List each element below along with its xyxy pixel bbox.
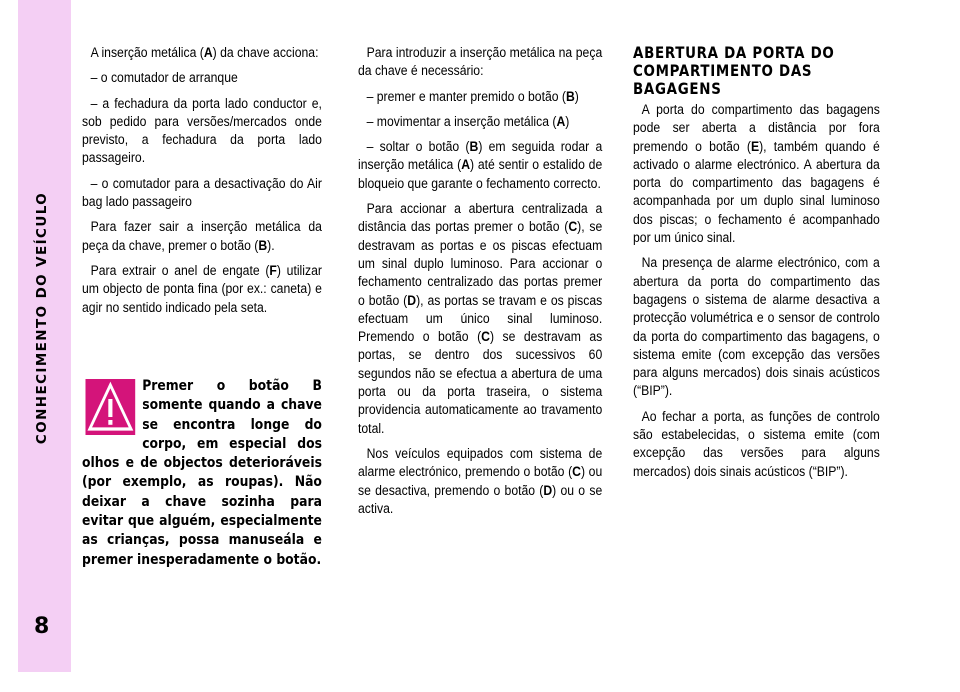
key-label: C [572, 464, 581, 481]
key-label: B [258, 237, 268, 254]
paragraph: Nos veículos equipados com sistema de alarme electrónico, premendo o botão (C) ou se desactiva, premendo o botão (D) ou o se activa. [358, 445, 603, 517]
paragraph: A porta do compartimento das bagagens pode ser aberta a distância por fora premendo o botão (E), também quando é activado o alarme electrónico. A abertura da porta do compartimento das bagagens é acompanhada por um duplo sinal luminoso dos piscas; o fechamento é acompanhado por um único sinal. [633, 102, 880, 247]
section-title: CONHECIMENTO DO VEÍCULO [34, 191, 50, 445]
paragraph: – o comutador de arranque [90, 70, 238, 87]
column-1 [82, 44, 322, 324]
paragraph: Para fazer sair a inserção metálica da peça da chave, premer o botão (B). [82, 219, 322, 254]
paragraph: – o comutador para a desactivação do Air bag lado passageiro [82, 175, 322, 211]
paragraph: Na presença de alarme electrónico, com a abertura da porta do compartimento das bagagens o sistema de alarme desactiva a protecção volumétrica e o sensor de controlo da porta do compartimento das bagagens, o sistema emite (com excepção das versões para alguns mercados) dois sinais acústicos (“BIP”). [633, 255, 880, 400]
key-label: C [568, 219, 578, 236]
paragraph: Ao fechar a porta, as funções de controlo são estabelecidas, o sistema emite (com excepção das versões para alguns mercados) dois sinais acústicos (“BIP”). [633, 408, 880, 480]
warning-note [82, 377, 322, 570]
key-label: A [203, 45, 213, 61]
key-label: B [565, 88, 575, 105]
paragraph: Para accionar a abertura centralizada a distância das portas premer o botão (C), se destravam as portas e os piscas efectuam um sinal duplo luminoso. Para accionar o fechamento centralizado das portas premer o botão (D), as portas se travam e os piscas efectuam um único sinal luminoso. Premendo o botão (C) se destravam as portas, se dentro dos sucessivos 60 segundos não se efectua a abertura de uma porta ou da porta traseira, o sistema providencia automaticamente ao travamento total. [358, 201, 603, 437]
key-label: F [269, 262, 277, 279]
key-label: D [407, 292, 417, 309]
warning-triangle-icon [85, 379, 135, 435]
section-heading: ABERTURA DA PORTA DO COMPARTIMENTO DAS BAGAGENS [633, 44, 835, 98]
key-label: C [481, 329, 490, 346]
key-label: E [750, 138, 760, 155]
paragraph: – soltar o botão (B) em seguida rodar a inserção metálica (A) até sentir o estalido de bloqueio que garante o fechamento correcto. [358, 139, 603, 192]
key-label: A [556, 113, 566, 130]
column-3 [633, 44, 880, 488]
column-2 [358, 44, 602, 525]
key-label: D [543, 482, 553, 499]
paragraph: – movimentar a inserção metálica (A) [366, 113, 570, 130]
paragraph: – a fechadura da porta lado conductor e, sob pedido para versões/mercados onde previsto, a fechadura da porta lado passageiro. [82, 95, 322, 167]
paragraph: A inserção metálica (A) da chave acciona: [90, 45, 319, 61]
page-number: 8 [34, 614, 50, 639]
paragraph: Para introduzir a inserção metálica na peça da chave é necessário: [358, 45, 603, 80]
paragraph: Para extrair o anel de engate (F) utilizar um objecto de ponta fina (por ex.: caneta) e agir no sentido indicado pela seta. [82, 262, 322, 316]
key-label: B [469, 139, 479, 156]
warning-text: Premer o botão B somente quando a chave se encontra longe do corpo, em especial dos olhos e de objectos deterioráveis (por exemplo, as roupas). Não deixar a chave sozinha para evitar que alguém, especialmente as crianças, possa manuseála e premer inesperadamente o botão. [82, 378, 322, 568]
paragraph: – premer e manter premido o botão (B) [366, 88, 579, 105]
key-label: A [461, 157, 471, 174]
